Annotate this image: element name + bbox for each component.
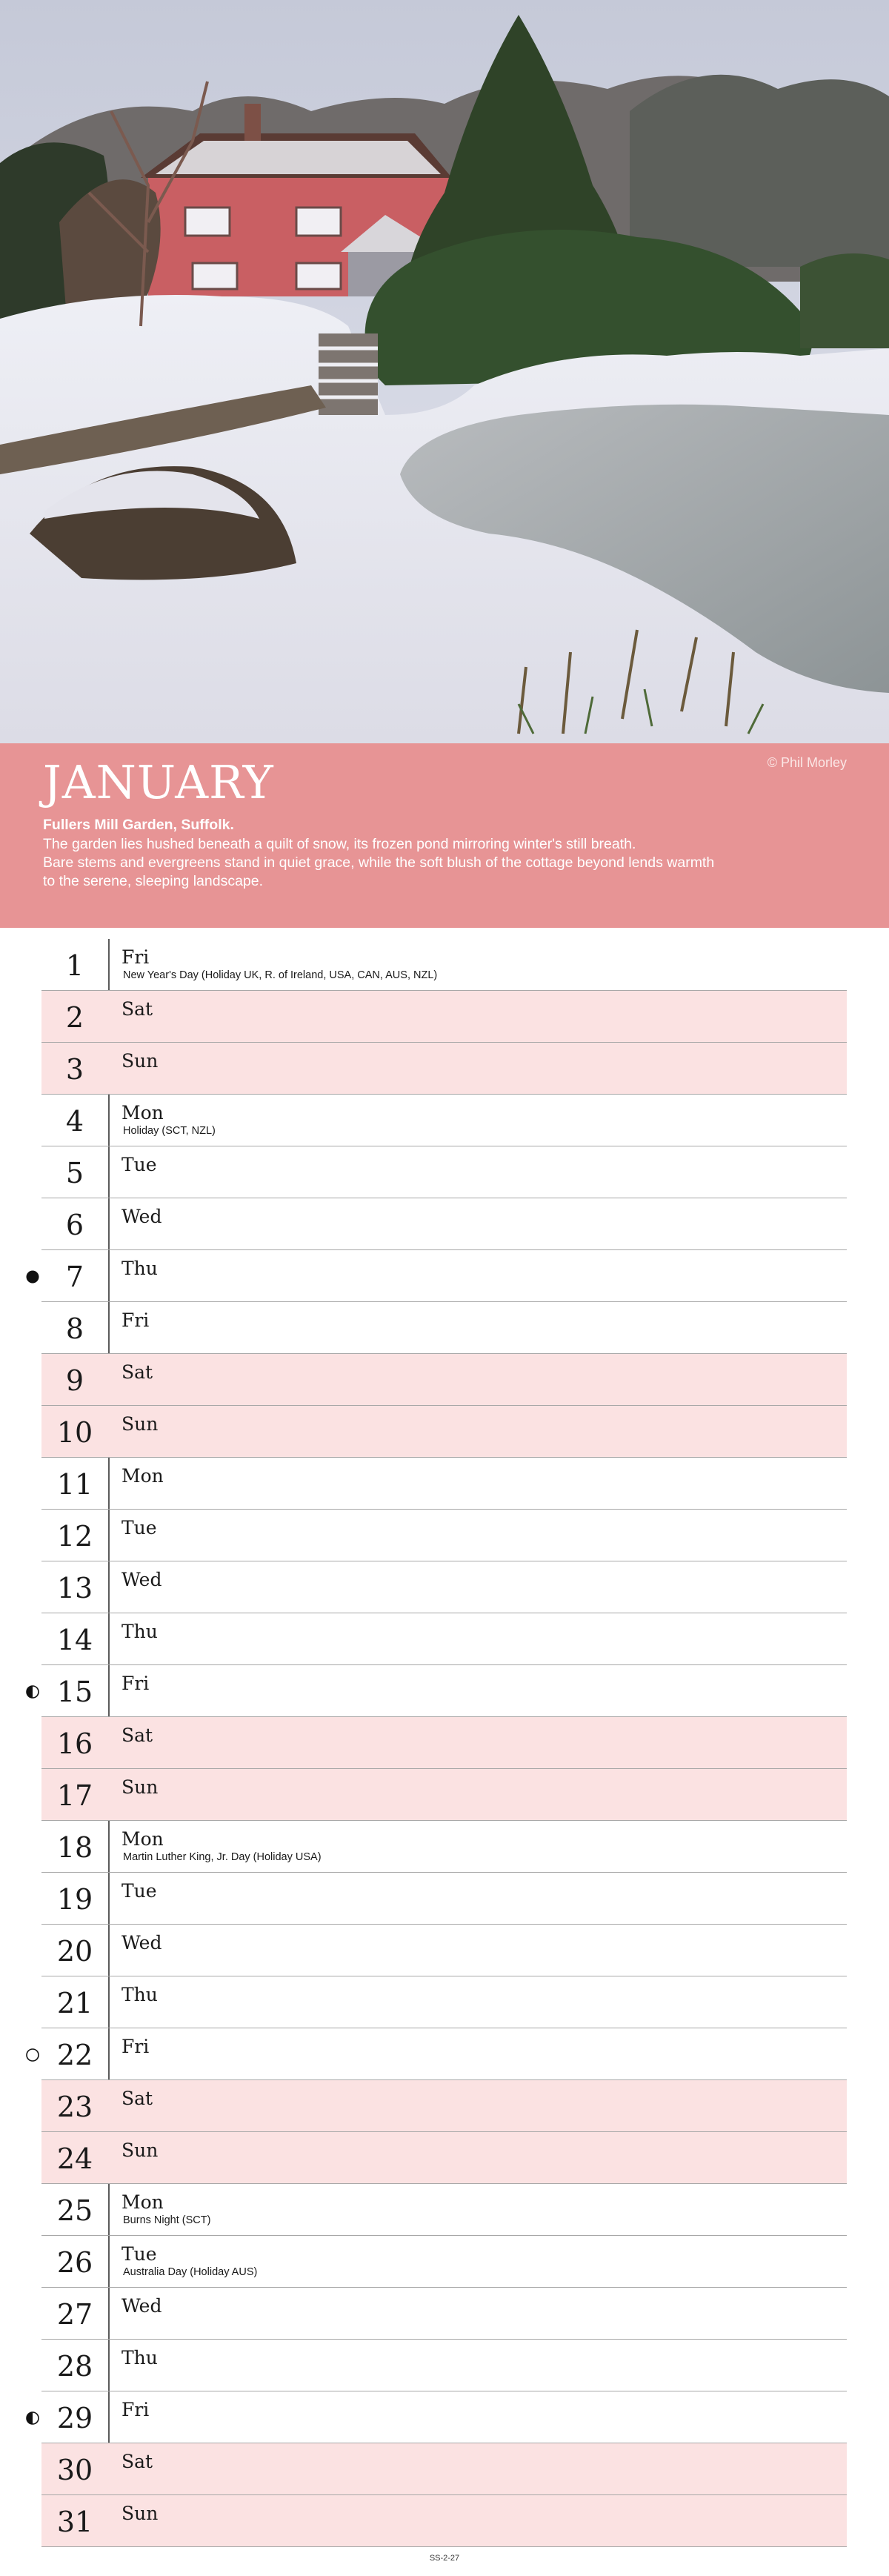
weekday-name: Mon — [121, 1102, 164, 1123]
weekday-name: Wed — [121, 1569, 162, 1590]
day-number: 8 — [65, 1312, 84, 1345]
day-number: 3 — [65, 1053, 84, 1086]
footer-code: SS-2-27 — [429, 2554, 460, 2563]
caption-line: The garden lies hushed beneath a quilt of snow, its frozen pond mirroring winter's still breath. — [43, 836, 636, 852]
day-number: 16 — [56, 1727, 93, 1760]
day-row — [41, 1821, 847, 1873]
day-number: 5 — [65, 1157, 84, 1189]
weekday-name: Thu — [121, 1258, 158, 1279]
weekday-name: Wed — [121, 1932, 162, 1953]
day-row — [41, 991, 847, 1043]
day-number: 10 — [56, 1416, 93, 1449]
weekday-name: Fri — [121, 1309, 150, 1331]
full-moon-icon — [25, 2048, 40, 2062]
day-row — [41, 2288, 847, 2340]
weekday-name: Sat — [121, 998, 153, 1020]
weekday-name: Sun — [121, 1776, 159, 1798]
day-number: 14 — [56, 1624, 93, 1656]
day-row — [41, 1406, 847, 1458]
weekday-name: Tue — [121, 1880, 157, 1902]
weekday-name: Mon — [121, 2191, 164, 2213]
day-number: 25 — [56, 2194, 93, 2227]
month-title: JANUARY — [43, 755, 274, 809]
day-row — [41, 1717, 847, 1769]
day-number: 29 — [56, 2402, 93, 2434]
weekday-name: Thu — [121, 1984, 158, 2005]
weekday-name: Thu — [121, 1621, 158, 1642]
day-number: 4 — [65, 1105, 84, 1138]
day-number: 28 — [56, 2350, 93, 2383]
day-row — [41, 2391, 847, 2443]
weekday-name: Sun — [121, 1050, 159, 1072]
photo-credit: © Phil Morley — [767, 755, 847, 770]
day-row — [41, 1613, 847, 1665]
day-number: 7 — [65, 1261, 84, 1293]
weekday-name: Sun — [121, 1413, 159, 1435]
day-number: 23 — [56, 2091, 93, 2123]
holiday-note: New Year's Day (Holiday UK, R. of Ireland, USA, CAN, AUS, NZL) — [123, 969, 438, 981]
day-number: 24 — [56, 2142, 93, 2175]
day-number: 18 — [56, 1831, 93, 1864]
last-quarter-moon-icon — [25, 2411, 40, 2426]
day-grid — [41, 939, 847, 2547]
day-row — [41, 1302, 847, 1354]
day-number: 20 — [56, 1935, 93, 1968]
day-number: 11 — [56, 1468, 93, 1501]
day-number: 27 — [56, 2298, 93, 2331]
day-row — [41, 2080, 847, 2132]
day-row — [41, 2236, 847, 2288]
snowy-garden-image — [0, 0, 889, 743]
day-row — [41, 2340, 847, 2391]
day-number: 1 — [65, 949, 84, 982]
day-number: 19 — [56, 1883, 93, 1916]
day-row — [41, 2028, 847, 2080]
day-row — [41, 939, 847, 991]
weekday-name: Wed — [121, 1206, 162, 1227]
day-row — [41, 2184, 847, 2236]
caption-text — [43, 835, 784, 891]
weekday-name: Sat — [121, 1724, 153, 1746]
day-row — [41, 2132, 847, 2184]
day-number: 6 — [65, 1209, 84, 1241]
caption-title: Fullers Mill Garden, Suffolk. — [43, 817, 234, 833]
day-row — [41, 1665, 847, 1717]
weekday-name: Sun — [121, 2503, 159, 2524]
day-row — [41, 1354, 847, 1406]
day-row — [41, 1458, 847, 1510]
day-number: 26 — [56, 2246, 93, 2279]
day-number: 22 — [56, 2039, 93, 2071]
first-quarter-moon-icon — [25, 1684, 40, 1699]
day-number: 30 — [56, 2454, 93, 2486]
day-row — [41, 1198, 847, 1250]
caption-band — [0, 743, 889, 928]
weekday-name: Sat — [121, 1361, 153, 1383]
day-number: 13 — [56, 1572, 93, 1604]
weekday-name: Fri — [121, 1673, 150, 1694]
day-row — [41, 1146, 847, 1198]
day-row — [41, 1925, 847, 1976]
weekday-name: Mon — [121, 1828, 164, 1850]
day-row — [41, 1769, 847, 1821]
weekday-name: Sat — [121, 2088, 153, 2109]
weekday-name: Mon — [121, 1465, 164, 1487]
day-row — [41, 1873, 847, 1925]
day-row — [41, 1510, 847, 1561]
weekday-name: Tue — [121, 1517, 157, 1538]
weekday-name: Fri — [121, 2036, 150, 2057]
holiday-note: Martin Luther King, Jr. Day (Holiday USA) — [123, 1851, 322, 1863]
weekday-name: Fri — [121, 2399, 150, 2420]
day-row — [41, 2495, 847, 2547]
weekday-name: Wed — [121, 2295, 162, 2317]
day-row — [41, 1043, 847, 1095]
day-number: 15 — [56, 1676, 93, 1708]
day-number: 21 — [56, 1987, 93, 2019]
holiday-note: Holiday (SCT, NZL) — [123, 1125, 216, 1137]
caption-line: Bare stems and evergreens stand in quiet grace, while the soft blush of the cottage beyond lends warmth — [43, 854, 715, 871]
day-row — [41, 1976, 847, 2028]
weekday-name: Thu — [121, 2347, 158, 2368]
holiday-note: Australia Day (Holiday AUS) — [123, 2266, 258, 2278]
caption-line: to the serene, sleeping landscape. — [43, 873, 264, 889]
weekday-name: Tue — [121, 1154, 157, 1175]
day-number: 12 — [56, 1520, 93, 1553]
weekday-name: Fri — [121, 946, 150, 968]
holiday-note: Burns Night (SCT) — [123, 2214, 211, 2226]
day-row — [41, 1561, 847, 1613]
weekday-name: Tue — [121, 2243, 157, 2265]
header-photo — [0, 0, 889, 743]
new-moon-icon — [25, 1269, 40, 1284]
day-row — [41, 1250, 847, 1302]
day-number: 2 — [65, 1001, 84, 1034]
weekday-name: Sun — [121, 2140, 159, 2161]
day-number: 9 — [65, 1364, 84, 1397]
weekday-name: Sat — [121, 2451, 153, 2472]
day-number: 31 — [56, 2506, 93, 2538]
day-row — [41, 1095, 847, 1146]
day-row — [41, 2443, 847, 2495]
day-number: 17 — [56, 1779, 93, 1812]
